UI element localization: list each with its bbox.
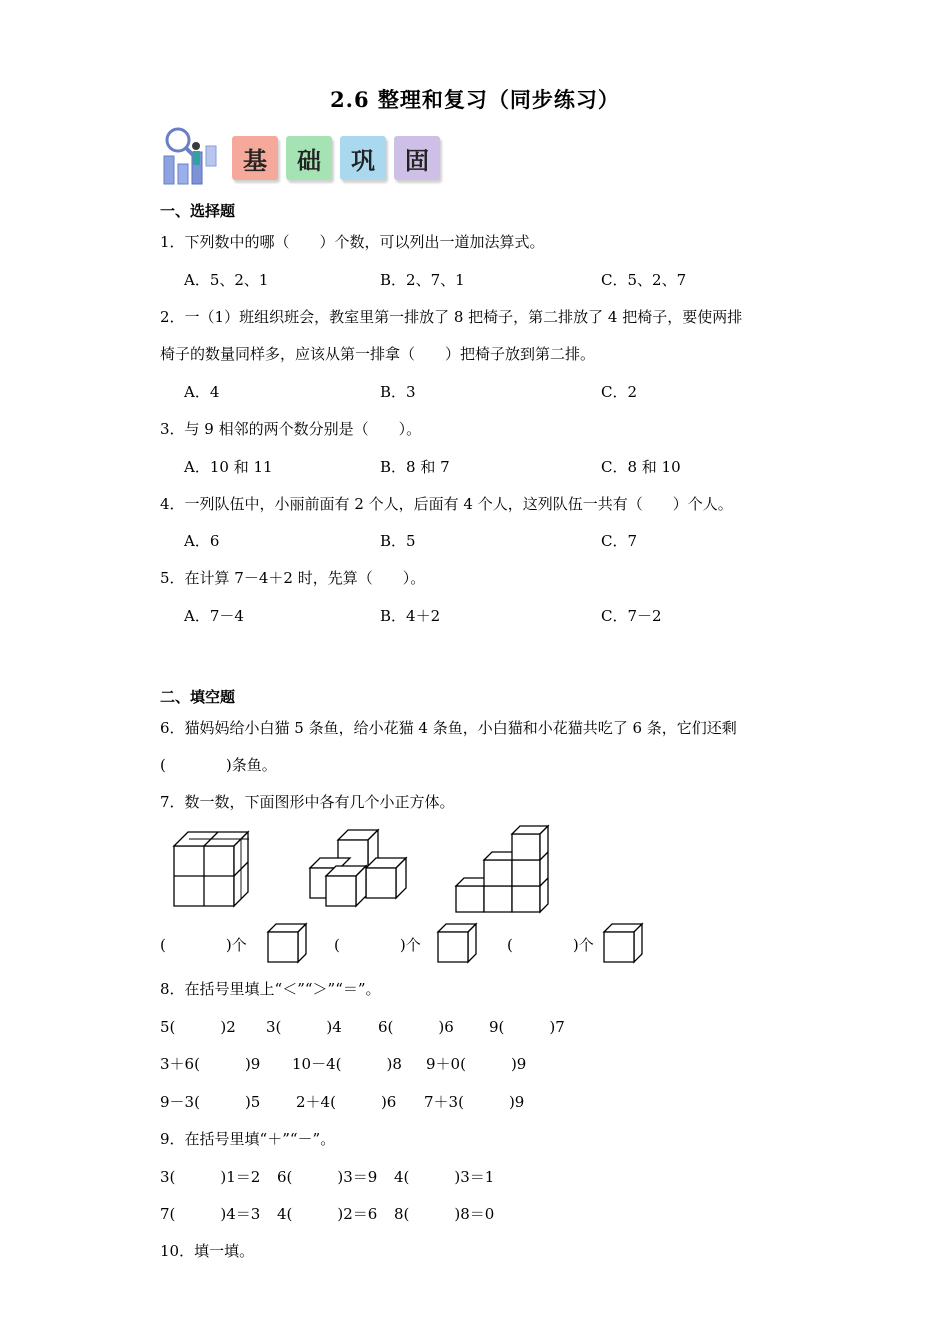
q5-option-b[interactable]: B．4＋2 (380, 607, 441, 625)
section-banner (160, 126, 460, 190)
q8-item[interactable]: 2＋4( )6 (296, 1093, 397, 1111)
q9-item[interactable]: 7( )4＝3 (160, 1205, 261, 1223)
q2-text-line1: 2．一（1）班组织班会，教室里第一排放了 8 把椅子，第二排放了 4 把椅子，要使两排 (160, 308, 743, 326)
cube-figure-2 (308, 830, 418, 910)
q2-text-line2: 椅子的数量同样多，应该从第一排拿（ ）把椅子放到第二排。 (160, 345, 596, 363)
q3-text: 3．与 9 相邻的两个数分别是（ ）。 (160, 420, 422, 438)
banner-tile-gong: 巩 (340, 136, 386, 180)
q7-text: 7．数一数，下面图形中各有几个小正方体。 (160, 793, 455, 811)
q4-text: 4．一列队伍中，小丽前面有 2 个人，后面有 4 个人，这列队伍一共有（ ）个人。 (160, 495, 733, 513)
q3-option-c[interactable]: C．8 和 10 (601, 458, 681, 476)
q1-option-a[interactable]: A．5、2、1 (184, 271, 269, 289)
q8-item[interactable]: 9＋0( )9 (426, 1055, 527, 1073)
q8-item[interactable]: 5( )2 (160, 1018, 236, 1036)
banner-tile-ji: 基 (232, 136, 278, 180)
q4-option-b[interactable]: B．5 (380, 532, 416, 550)
unit-cube-icon (436, 924, 478, 962)
q9-item[interactable]: 4( )2＝6 (277, 1205, 378, 1223)
q2-option-b[interactable]: B．3 (380, 383, 416, 401)
q8-item[interactable]: 9－3( )5 (160, 1093, 261, 1111)
q8-item[interactable]: 10－4( )8 (292, 1055, 402, 1073)
q6-text-line2[interactable]: ( )条鱼。 (160, 756, 277, 774)
q4-option-a[interactable]: A．6 (184, 532, 220, 550)
q9-text: 9．在括号里填“＋”“－”。 (160, 1130, 336, 1148)
unit-cube-icon (266, 924, 308, 962)
unit-cube-icon (602, 924, 644, 962)
q8-item[interactable]: 7＋3( )9 (424, 1093, 525, 1111)
q1-text: 1．下列数中的哪（ ）个数，可以列出一道加法算式。 (160, 233, 545, 251)
q5-text: 5．在计算 7－4＋2 时，先算（ ）。 (160, 569, 426, 587)
magnifier-figure-icon (160, 126, 222, 190)
q8-item[interactable]: 3( )4 (266, 1018, 342, 1036)
q2-option-c[interactable]: C．2 (601, 383, 638, 401)
q3-option-b[interactable]: B．8 和 7 (380, 458, 450, 476)
q1-option-b[interactable]: B．2、7、1 (380, 271, 465, 289)
q9-item[interactable]: 6( )3＝9 (277, 1168, 378, 1186)
page-title: 2.6 整理和复习（同步练习） (330, 87, 620, 112)
section-fill-heading: 二、填空题 (160, 688, 236, 706)
q10-text: 10．填一填。 (160, 1242, 255, 1260)
q7-answer-2[interactable]: ( )个 (334, 936, 421, 954)
q9-item[interactable]: 8( )8＝0 (394, 1205, 495, 1223)
q8-item[interactable]: 3＋6( )9 (160, 1055, 261, 1073)
q9-item[interactable]: 4( )3＝1 (394, 1168, 495, 1186)
q8-item[interactable]: 6( )6 (378, 1018, 454, 1036)
banner-tile-gu: 固 (394, 136, 440, 180)
q5-option-c[interactable]: C．7－2 (601, 607, 662, 625)
q7-answer-3[interactable]: ( )个 (507, 936, 594, 954)
q4-option-c[interactable]: C．7 (601, 532, 638, 550)
q1-option-c[interactable]: C．5、2、7 (601, 271, 687, 289)
q9-item[interactable]: 3( )1＝2 (160, 1168, 261, 1186)
q3-option-a[interactable]: A．10 和 11 (184, 458, 273, 476)
banner-tile-chu: 础 (286, 136, 332, 180)
q8-item[interactable]: 9( )7 (489, 1018, 565, 1036)
q2-option-a[interactable]: A．4 (184, 383, 220, 401)
q6-text-line1: 6．猫妈妈给小白猫 5 条鱼，给小花猫 4 条鱼，小白猫和小花猫共吃了 6 条，它们还剩 (160, 719, 737, 737)
q8-text: 8．在括号里填上“＜”“＞”“＝”。 (160, 980, 381, 998)
cube-figure-1 (172, 828, 272, 912)
q7-answer-1[interactable]: ( )个 (160, 936, 247, 954)
section-choice-heading: 一、选择题 (160, 202, 236, 220)
cube-figure-3 (454, 820, 564, 915)
q5-option-a[interactable]: A．7－4 (184, 607, 244, 625)
